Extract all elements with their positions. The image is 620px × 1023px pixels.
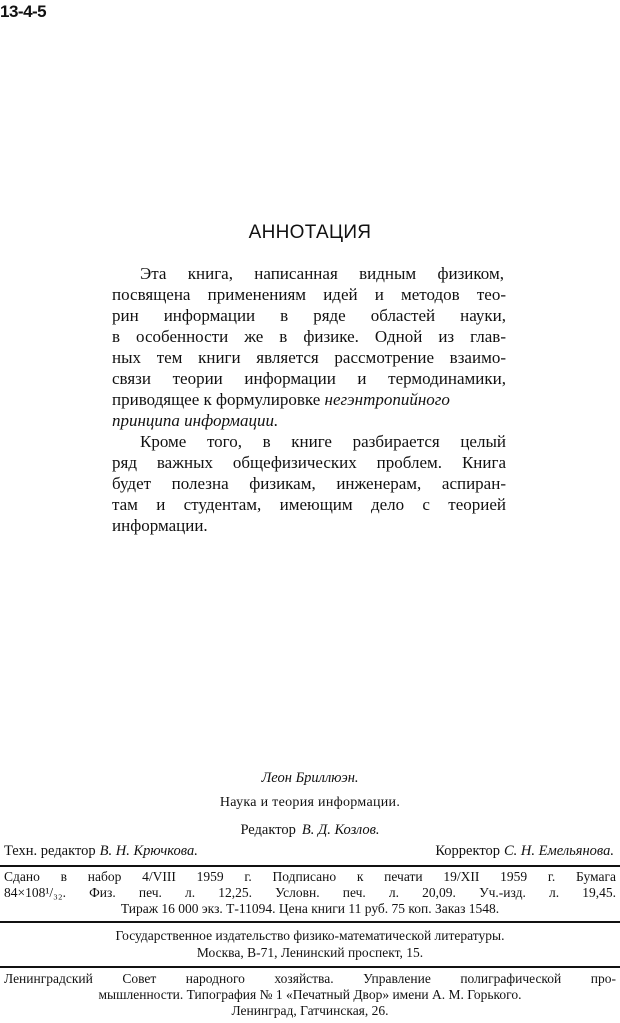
tech-editor-name: В. Н. Крючкова. <box>99 843 198 859</box>
annotation-line <box>112 389 450 410</box>
annotation-title: АННОТАЦИЯ <box>248 222 372 243</box>
tech-editor-credit <box>4 843 198 860</box>
print-info-line: Сдано в набор 4/VIII 1959 г. Подписано к печати 19/XII 1959 г. Бумага <box>4 869 616 884</box>
annotation-emphasis: негэнтропийного <box>324 390 450 409</box>
printer-line: мышленности. Типография № 1 «Печатный Двор» имени А. М. Горького. <box>98 987 522 1002</box>
printer-line: Ленинград, Гатчинская, 26. <box>231 1003 389 1018</box>
corrector-name: С. Н. Емельянова. <box>503 843 614 859</box>
annotation-line: будет полезна физикам, инженерам, аспиран- <box>112 474 506 493</box>
divider <box>0 966 620 968</box>
editor-credit <box>0 822 620 839</box>
annotation-line: информации. <box>112 516 208 535</box>
book-title: Наука и теория информации. <box>219 795 401 810</box>
author-name: Леон Бриллюэн. <box>261 770 359 786</box>
print-info-line: Тираж 16 000 экз. Т-11094. Цена книги 11 руб. 75 коп. Заказ 1548. <box>120 901 500 916</box>
publisher-line: Москва, В-71, Ленинский проспект, 15. <box>196 945 424 960</box>
annotation-text: приводящее к формулировке <box>112 390 321 409</box>
editor-name: В. Д. Козлов. <box>301 822 380 838</box>
printer-line: Ленинградский Совет народного хозяйства. Управление полиграфической про- <box>4 971 616 986</box>
annotation-line: Эта книга, написанная видным физиком, <box>140 264 504 283</box>
catalog-code: 13-4-5 <box>0 2 47 21</box>
annotation-emphasis-line: принципа информации. <box>112 411 279 430</box>
divider <box>0 865 620 867</box>
divider <box>0 921 620 923</box>
publisher-line: Государственное издательство физико-математической литературы. <box>115 928 505 943</box>
print-info-line: 84×108¹/₃₂. Физ. печ. л. 12,25. Условн. печ. л. 20,09. Уч.-изд. л. 19,45. <box>4 885 616 900</box>
annotation-line: Кроме того, в книге разбирается целый <box>140 432 506 451</box>
editor-label: Редактор <box>240 822 296 838</box>
corrector-label: Корректор <box>435 843 500 859</box>
annotation-line: ных тем книги является рассмотрение взаимо- <box>112 348 506 367</box>
annotation-line: связи теории информации и термодинамики, <box>112 369 506 388</box>
annotation-line: рин информации в ряде областей науки, <box>112 306 506 325</box>
annotation-line: посвящена применениям идей и методов тео- <box>112 285 506 304</box>
annotation-line: там и студентам, имеющим дело с теорией <box>112 495 506 514</box>
annotation-line: ряд важных общефизических проблем. Книга <box>112 453 506 472</box>
corrector-credit <box>435 843 614 860</box>
annotation-line: в особенности же в физике. Одной из глав- <box>112 327 506 346</box>
tech-editor-label: Техн. редактор <box>4 843 96 859</box>
